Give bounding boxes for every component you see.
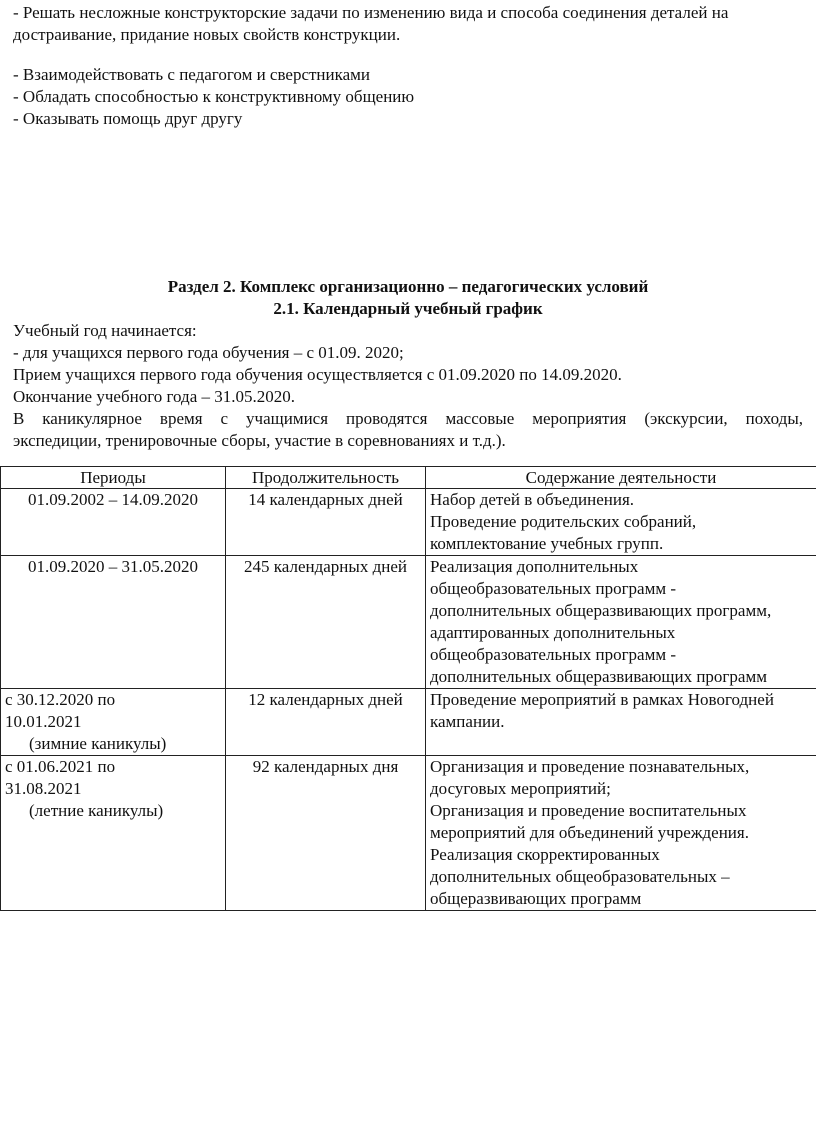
period-cell xyxy=(1,689,226,756)
content-line: Организация и проведение познавательных, xyxy=(430,757,750,776)
period-text: 10.01.2021 xyxy=(5,712,82,731)
content-line: адаптированных дополнительных xyxy=(430,623,676,642)
body-line: экспедиции, тренировочные сборы, участие в соревнованиях и т.д.). xyxy=(13,431,506,450)
content-line: досуговых мероприятий; xyxy=(430,779,611,798)
content-line: дополнительных общеобразовательных – xyxy=(430,867,730,886)
column-header-periods: Периоды xyxy=(1,467,226,489)
duration-cell: 12 календарных дней xyxy=(226,689,426,756)
bullet-item: - Оказывать помощь друг другу xyxy=(13,109,243,128)
period-note: (зимние каникулы) xyxy=(29,734,167,753)
column-header-content: Содержание деятельности xyxy=(426,467,816,489)
content-cell xyxy=(426,489,816,556)
bullet-item: - Взаимодействовать с педагогом и сверстниками xyxy=(13,65,371,84)
content-line: комплектование учебных групп. xyxy=(430,534,664,553)
content-line: Проведение мероприятий в рамках Новогодней xyxy=(430,690,774,709)
content-line: Реализация дополнительных xyxy=(430,557,639,576)
body-line: Прием учащихся первого года обучения осуществляется с 01.09.2020 по 14.09.2020. xyxy=(13,365,622,384)
table-row xyxy=(1,689,816,756)
content-line: Организация и проведение воспитательных xyxy=(430,801,747,820)
content-line: дополнительных общеразвивающих программ xyxy=(430,667,767,686)
content-line: дополнительных общеразвивающих программ, xyxy=(430,601,772,620)
content-line: Проведение родительских собраний, xyxy=(430,512,697,531)
duration-cell: 14 календарных дней xyxy=(226,489,426,556)
intro-line-1: - Решать несложные конструкторские задачи по изменению вида и способа соединения деталей на xyxy=(13,3,729,22)
period-text: с 01.06.2021 по xyxy=(5,757,116,776)
body-line: Учебный год начинается: xyxy=(13,321,197,340)
content-line: общеразвивающих программ xyxy=(430,889,642,908)
duration-cell: 245 календарных дней xyxy=(226,556,426,689)
period-text: с 30.12.2020 по xyxy=(5,690,116,709)
table-row xyxy=(1,556,816,689)
content-line: общеобразовательных программ - xyxy=(430,579,677,598)
period-cell xyxy=(1,489,226,556)
duration-cell: 92 календарных дня xyxy=(226,756,426,911)
content-cell xyxy=(426,556,816,689)
table-row xyxy=(1,489,816,556)
content-line: Набор детей в объединения. xyxy=(430,490,635,509)
calendar-schedule-table xyxy=(0,466,816,911)
section-title: Раздел 2. Комплекс организационно – педагогических условий xyxy=(167,277,649,296)
content-line: Реализация скорректированных xyxy=(430,845,660,864)
column-header-duration: Продолжительность xyxy=(226,467,426,489)
period-text: 31.08.2021 xyxy=(5,779,82,798)
content-cell xyxy=(426,756,816,911)
content-line: мероприятий для объединений учреждения. xyxy=(430,823,749,842)
content-line: кампании. xyxy=(430,712,505,731)
period-text: 01.09.2002 – 14.09.2020 xyxy=(28,490,198,509)
period-note: (летние каникулы) xyxy=(29,801,164,820)
period-cell xyxy=(1,756,226,911)
body-line: - для учащихся первого года обучения – с 01.09. 2020; xyxy=(13,343,404,362)
bullet-item: - Обладать способностью к конструктивному общению xyxy=(13,87,415,106)
period-cell xyxy=(1,556,226,689)
section-subtitle: 2.1. Календарный учебный график xyxy=(273,299,543,318)
intro-line-2: достраивание, придание новых свойств конструкции. xyxy=(13,25,401,44)
table-header-row xyxy=(1,467,816,489)
period-text: 01.09.2020 – 31.05.2020 xyxy=(28,557,198,576)
content-cell xyxy=(426,689,816,756)
table-row xyxy=(1,756,816,911)
content-line: общеобразовательных программ - xyxy=(430,645,677,664)
body-line: Окончание учебного года – 31.05.2020. xyxy=(13,387,296,406)
body-line-justified: В каникулярное время с учащимися проводятся массовые мероприятия (экскурсии, походы, xyxy=(13,409,803,428)
